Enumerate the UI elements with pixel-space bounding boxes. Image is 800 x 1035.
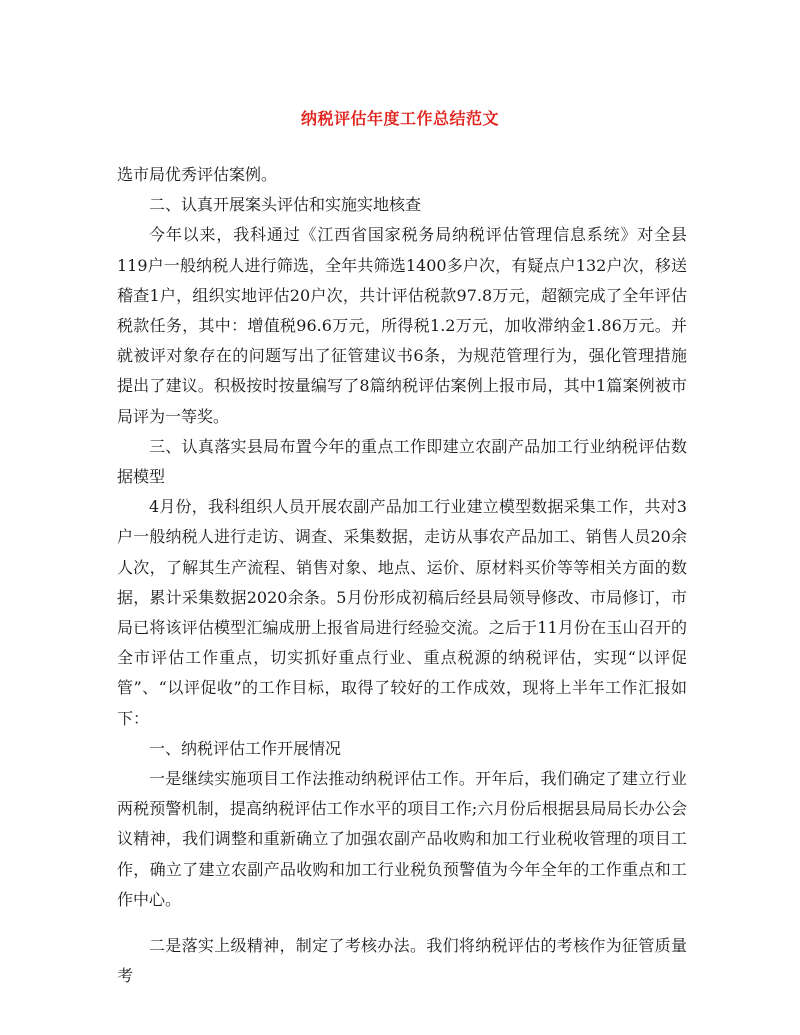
paragraph-assessment-rules: 二是落实上级精神，制定了考核办法。我们将纳税评估的考核作为征管质量考: [117, 936, 687, 986]
paragraph-project-method: 一是继续实施项目工作法推动纳税评估工作。开年后，我们确定了建立行业两税预警机制，提高纳税评估工作水平的项目工作;六月份后根据县局局长办公会议精神，我们调整和重新确立了加强农副产品收购和加工行业税收管理的项目工作，确立了建立农副产品收购和加工行业税负预警值为今年全年的工作重点和工作中心。: [117, 769, 687, 909]
document-title: 纳税评估年度工作总结范文: [300, 109, 499, 128]
section-heading-2: 二、认真开展案头评估和实施实地核查: [149, 195, 422, 215]
paragraph-desk-review: 今年以来，我科通过《江西省国家税务局纳税评估管理信息系统》对全县119户一般纳税人进行筛选，全年共筛选1400多户次，有疑点户132户次，移送稽查1户，组织实地评估20户次，共计评估税款97.8万元，超额完成了全年评估税款任务，其中：增值税96.6万元，所得税1.2万元，加收滞纳金1.86万元。并就被评对象存在的问题写出了征管建议书6条，为规范管理行为，强化管理措施提出了建议。积极按时按量编写了8篇纳税评估案例上报市局，其中1篇案例被市局评为一等奖。: [117, 225, 687, 426]
section-heading-1: 一、纳税评估工作开展情况: [149, 738, 342, 758]
paragraph-continuation: 选市局优秀评估案例。: [117, 165, 278, 184]
document-body: [117, 160, 687, 991]
section-heading-3: 三、认真落实县局布置今年的重点工作即建立农副产品加工行业纳税评估数据模型: [117, 436, 687, 487]
paragraph-model-building: 4月份，我科组织人员开展农副产品加工行业建立模型数据采集工作，共对3户一般纳税人进行走访、调查、采集数据，走访从事农产品加工、销售人员20余人次，了解其生产流程、销售对象、地点、运价、原材料买价等等相关方面的数据，累计采集数据2020余条。5月份形成初稿后经县局领导修改、市局修订，市局已将该评估模型汇编成册上报省局进行经验交流。之后于11月份在玉山召开的全市评估工作重点，切实抓好重点行业、重点税源的纳税评估，实现“以评促管”、“以评促收”的工作目标，取得了较好的工作成效，现将上半年工作汇报如下：: [117, 497, 687, 728]
